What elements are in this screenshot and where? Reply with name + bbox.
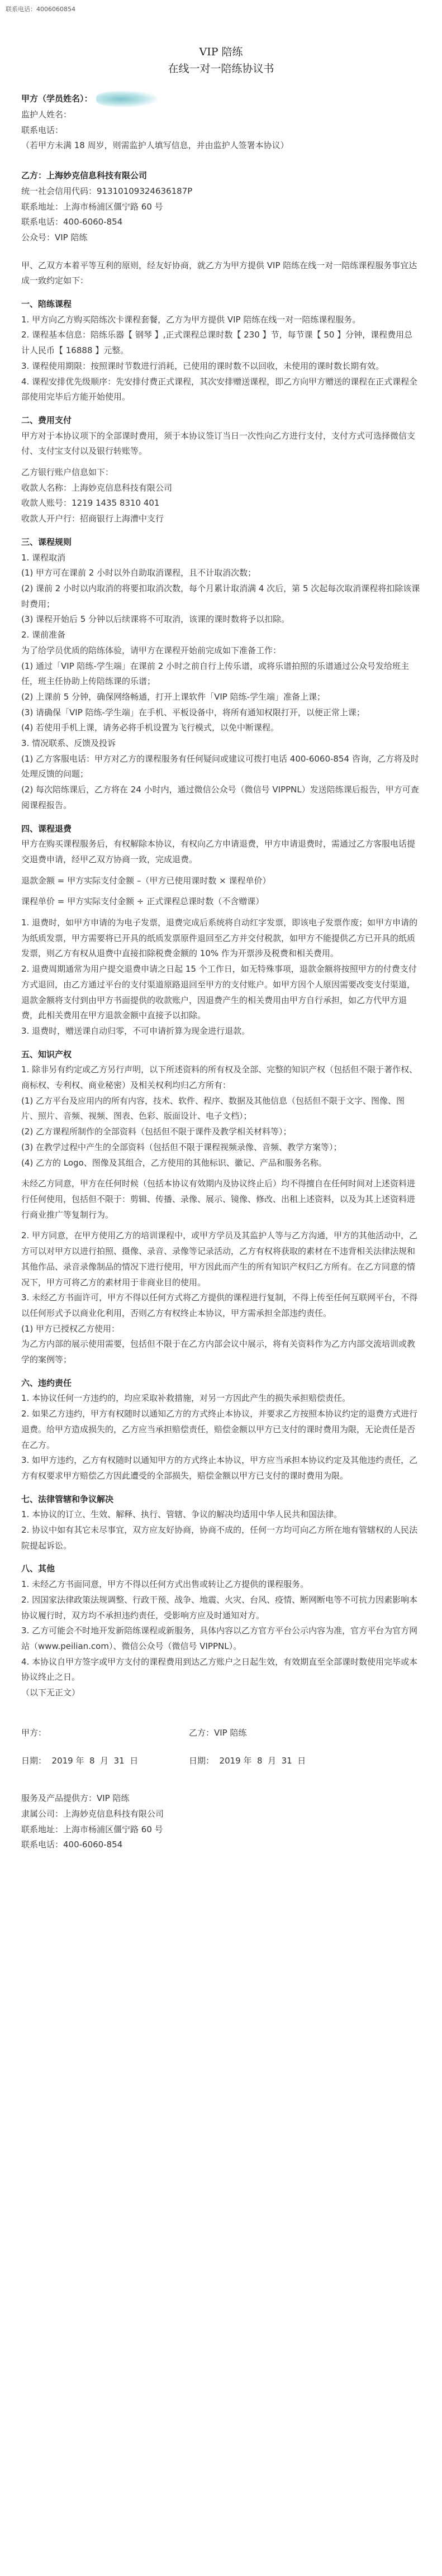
list-item: 乙方银行账户信息如下： <box>21 467 114 478</box>
list-item: (1) 乙方客服电话：甲方对乙方的课程服务有任何疑问或建议可拨打电话 400-6060-854 咨询，乙方将及时处理反馈的问题； <box>21 753 419 780</box>
doc-subtitle: 在线一对一陪练协议书 <box>168 63 274 75</box>
signature-row <box>21 1726 357 1741</box>
subsection-intro: 为了给学员优质的陪练体验，请甲方在课程开始前完成如下准备工作： <box>21 645 282 655</box>
section-1-list <box>21 312 421 405</box>
doc-title: VIP 陪练 <box>199 46 243 58</box>
party-a-name: 甲方（学员姓名）： <box>21 91 421 107</box>
list-item: (4) 若使用手机上课，请务必将手机设置为飞行模式，以免中断课程。 <box>21 723 279 733</box>
party-b-wechat: 公众号：VIP 陪练 <box>21 232 88 243</box>
subsection-heading: 3. 情况联系、反馈及投诉 <box>21 738 116 749</box>
ip-paragraph: 未经乙方同意，甲方在任何时候（包括本协议有效期内及协议终止后）均不得擅自在任何时间对上述资料进行任何使用，包括但不限于：剪辑、传播、录像、展示、镜像、修改、出租上述资料，以及为其上述资料进行商业推广等复制行为。 <box>21 1178 416 1220</box>
party-b-date: 日期： 2019 年 8 月 31 日 <box>189 1755 306 1766</box>
list-item: (1) 甲方可在课前 2 小时以外自助取消课程，且不计取消次数； <box>21 568 256 578</box>
list-item: 2. 退费周期通常为用户提交退费申请之日起 15 个工作日，如无特殊事项，退款金额将按照甲方的付费支付方式退回，由乙方通过平台的支付渠道原路退回至甲方的支付账户。如甲方因个人原因需要改变支付渠道，退款金额将支付到由甲方书面提供的收款账户，因退费产生的相关费用由甲方自行承担，如乙方代甲方退费，此相关费用在甲方退款金额中直接予以扣除。 <box>21 964 417 1021</box>
list-item: (3) 在教学过程中产生的全部资料（包括但不限于课程视频录像、音频、教学方案等）； <box>21 1142 342 1152</box>
party-a-phone: 联系电话： <box>21 125 64 135</box>
agreement-content <box>21 44 421 1853</box>
list-item: 2. 甲方同意，在甲方使用乙方的培训课程中，或甲方学员及其监护人等与乙方沟通，甲方的其他活动中，乙方可以对甲方以进行拍照、摄像、录音、录像等记录活动，乙方有权将获取的素材在不违背相关法律法规和其他作品、录音录像制品的情况下进行使用，甲方因此而产生的所有知识产权归乙方所有。在乙方同意的情况下，甲方可将乙方的素材用于非商业目的使用。 <box>21 1230 418 1287</box>
list-item: 3. 乙方可能会不时地开发新陪练课程或新服务，具体内容以乙方官方平台公示内容为准，官方平台为官方网站（www.peilian.com）、微信公众号（微信号 VIPPNL）。 <box>21 1626 418 1651</box>
party-b-name: 乙方：上海妙克信息科技有限公司 <box>21 170 148 181</box>
list-item: 1. 甲方向乙方购买陪练次卡课程套餐，乙方为甲方提供 VIP 陪练在线一对一陪练课程服务。 <box>21 314 361 325</box>
section-heading: 四、课程退费 <box>21 823 72 834</box>
subsection-heading: 2. 课前准备 <box>21 630 66 640</box>
date-row <box>21 1753 357 1769</box>
list-item: 收款人名称：上海妙克信息科技有限公司 <box>21 482 173 493</box>
list-item: (1) 乙方平台及应用内的所有内容，技术、软件、程序、数据及其他信息（包括但不限于文字、图像、图片、照片、音频、视频、图表、色彩、版面设计、电子文档）； <box>21 1095 405 1121</box>
party-b-credit: 统一社会信用代码：91310109324636187P <box>21 186 193 196</box>
party-a-date: 日期： 2019 年 8 月 31 日 <box>21 1755 139 1766</box>
list-item: (3) 请确保「VIP 陪练-学生端」在手机、平板设备中，将所有通知权限打开，以便正常上课； <box>21 707 365 717</box>
list-item: 4. 课程安排优先级顺序：先安排付费正式课程，其次安排赠送课程，即乙方向甲方赠送的课程在正式课程全部使用完毕后方能开始使用。 <box>21 376 418 402</box>
section-heading: 六、违约责任 <box>21 1377 72 1388</box>
section-heading: 八、其他 <box>21 1563 55 1574</box>
list-item: 2. 因国家法律政策法规调整、行政干预、战争、地震、火灾、台风、疫情、断网断电等不可抗力因素影响本协议履行时，双方均不承担违约责任，受影响方应及时通知对方。 <box>21 1594 418 1620</box>
list-item: 3. 未经乙方书面许可，甲方不得以任何方式将乙方提供的课程进行复制，不得上传至任何互联网平台，不得以任何形式予以商业化利用，否则乙方有权终止本协议，甲方需承担全部违约责任。 <box>21 1292 418 1318</box>
list-item: (1) 甲方已授权乙方使用： <box>21 1323 120 1334</box>
list-item: (4) 乙方的 Logo、图像及其组合，乙方使用的其他标识、徽记、产品和服务名称。 <box>21 1157 327 1168</box>
footer-provider: 服务及产品提供方：VIP 陪练 <box>21 1793 130 1804</box>
list-item: (2) 课前 2 小时以内取消的将要扣取消次数，每个月累计取消满 4 次后，第 5 次起每次取消课程将扣除该课时费用； <box>21 583 420 609</box>
list-item: 1. 本协议任何一方违约的，均应采取补救措施，对另一方因此产生的损失承担赔偿责任。 <box>21 1393 351 1404</box>
section-heading: 三、课程规则 <box>21 536 72 547</box>
list-item: 甲方对于本协议项下的全部课时费用，须于本协议签订当日一次性向乙方进行支付，支付方式可选择微信支付、支付宝支付以及银行转账等。 <box>21 430 416 457</box>
footer-phone: 联系电话：400-6060-854 <box>21 1840 123 1850</box>
list-item: 收款人开户行：招商银行上海漕中支行 <box>21 514 164 524</box>
list-item: (1) 通过「VIP 陪练-学生端」在课前 2 小时之前自行上传乐谱，或将乐谱拍照的乐谱通过公众号发给班主任，班主任协助上传陪练课的乐谱； <box>21 660 410 687</box>
footer-company: 隶属公司：上海妙克信息科技有限公司 <box>21 1808 164 1819</box>
list-item: (3) 课程开始后 5 分钟以后续课将不可取消，该课的课时数将予以扣除。 <box>21 614 290 625</box>
section-heading: 七、法律管辖和争议解决 <box>21 1494 114 1504</box>
list-item: 1. 本协议的订立、生效、解释、执行、管辖、争议的解决均适用中华人民共和国法律。 <box>21 1509 343 1520</box>
list-item: 1. 未经乙方书面同意，甲方不得以任何方式出售或转让乙方提供的课程服务。 <box>21 1579 309 1590</box>
list-item: 2. 协议中如有其它未尽事宜，双方应友好协商，协商不成的，任何一方均可向乙方所在地有管辖权的人民法院提起诉讼。 <box>21 1525 418 1551</box>
list-item: 2. 如果乙方违约，甲方有权随时以通知乙方的方式终止本协议，并要求乙方按照本协议约定的退费方式进行退费。给甲方造成损失的，乙方应当承担赔偿责任，赔偿金额以甲方已支付的课时费用为限，无论责任是否在乙方。 <box>21 1409 418 1450</box>
list-item: 1. 退费时，如甲方申请的为电子发票，退费完成后系统将自动红字发票，即该电子发票作废；如甲方申请的为纸质发票，甲方需要将已开具的纸质发票原件退回至乙方并交付税款，如甲方不能提供乙方已开具的纸质发票，则乙方有权从退费中直接扣除税费金额的 10% 作为开票涉及税费和相关费用。 <box>21 918 418 959</box>
section-heading: 二、费用支付 <box>21 415 72 425</box>
party-a-guardian: 监护人姓名： <box>21 110 72 120</box>
section-heading: 一、陪练课程 <box>21 299 72 310</box>
list-item: 3. 课程使用期限：按照课时节数进行消耗，已使用的课时数不以回收，未使用的课时数长期有效。 <box>21 360 384 371</box>
list-item: (2) 上课前 5 分钟，确保网络畅通，打开上课软件「VIP 陪练-学生端」准备上课； <box>21 691 326 702</box>
footer-address: 联系地址：上海市杨浦区僵宁路 60 号 <box>21 1824 163 1834</box>
party-b-block <box>21 168 421 246</box>
party-a-note: （若甲方未满 18 周岁，则需监护人填写信息，并由监护人签署本协议） <box>21 140 289 151</box>
end-note: （以下无正文） <box>21 1688 80 1698</box>
list-item: 1. 除非另有约定或乙方另行声明，以下所述资料的所有权及全部、完整的知识产权（包括但不限于著作权、商标权、专利权、商业秘密）及相关权利均归乙方所有： <box>21 1064 418 1091</box>
list-item: (2) 乙方课程所制作的全部资料（包括但不限于课件及教学相关材料等）； <box>21 1127 292 1137</box>
party-a-signature: 甲方： <box>21 1727 47 1738</box>
party-a-block <box>21 91 421 154</box>
section-2-list <box>21 429 421 527</box>
redacted-blur <box>96 91 158 107</box>
refund-intro: 甲方在购买课程服务后，有权解除本协议，有权向乙方申请退费，甲方申请退费时，需通过乙方客服电话提交退费申请，经甲乙双方协商一致，完成退费。 <box>21 839 416 864</box>
top-phone: 联系电话：4006060854 <box>6 6 75 13</box>
list-item: 3. 退费时，赠送课自动归零，不可申请折算为现金进行退款。 <box>21 1025 250 1036</box>
section-heading: 五、知识产权 <box>21 1049 72 1059</box>
list-item: 2. 课程基本信息：陪练乐器【 钢琴 】,正式课程总课时数【 230 】节，每节课【 50 】分钟，课程费用总计人民币【 16888 】元整。 <box>21 330 413 356</box>
intro-paragraph: 甲、乙双方本着平等互利的原则，经友好协商，就乙方为甲方提供 VIP 陪练在线一对一陪练课程服务事宜达成一致约定如下： <box>21 260 417 286</box>
subsection-heading: 1. 课程取消 <box>21 552 66 563</box>
party-b-phone: 联系电话：400-6060-854 <box>21 217 123 227</box>
party-b-address: 联系地址：上海市杨浦区僵宁路 60 号 <box>21 201 163 212</box>
list-item: (2) 每次陪练课后，乙方将在 24 小时内，通过微信公众号（微信号 VIPPNL）发送陪练课后报告，甲方可查阅课程报告。 <box>21 785 419 810</box>
party-b-signature: 乙方：VIP 陪练 <box>189 1727 247 1738</box>
refund-formula-1: 退款金额 = 甲方实际支付金额 –（甲方已使用课时数 × 课程单价） <box>21 875 271 886</box>
list-item: 4. 本协议自甲方签字或甲方支付的课程费用到达乙方账户之日起生效，有效期直至全部课时数使用完毕或本协议终止之日。 <box>21 1656 418 1683</box>
list-item: 为乙方内部的展示使用需要，包括但不限于在乙方内部会议中展示，将有关资料作为乙方内部交流培训或教学的案例等； <box>21 1339 416 1365</box>
footer <box>21 1791 421 1853</box>
refund-formula-2: 课程单价 = 甲方实际支付金额 ÷ 正式课程总课时数（不含赠课） <box>21 896 264 907</box>
list-item: 3. 如甲方违约，乙方有权随时以通知甲方的方式终止本协议，甲方应当承担本协议约定及其他违约责任，乙方有权要求甲方赔偿乙方因此遭受的全部损失，赔偿金额以甲方已支付的课时费用为限。 <box>21 1455 418 1481</box>
list-item: 收款人账号：1219 1435 8310 401 <box>21 498 160 508</box>
